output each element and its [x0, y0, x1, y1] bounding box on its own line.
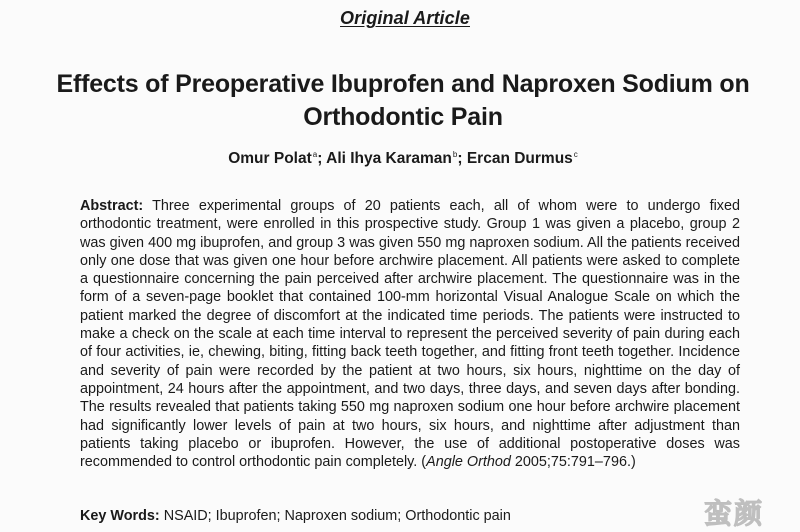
author-list — [0, 150, 800, 168]
author-separator: ; — [317, 150, 327, 167]
author-name: Ercan Durmus — [466, 150, 573, 167]
author-name: Ali Ihya Karaman — [326, 150, 452, 167]
abstract-paragraph — [80, 197, 740, 471]
author-separator: ; — [457, 150, 467, 167]
keywords-text: NSAID; Ibuprofen; Naproxen sodium; Orthodontic pain — [159, 508, 511, 524]
abstract-label: Abstract: — [80, 198, 144, 214]
paper-title: Effects of Preoperative Ibuprofen and Naproxen Sodium on Orthodontic Pain — [56, 70, 750, 131]
author-affiliation: b — [452, 150, 458, 159]
article-type-heading: Original Article — [340, 8, 470, 28]
author-affiliation: a — [312, 150, 318, 159]
watermark-logo: 蛮颜 — [704, 497, 765, 530]
author-affiliation: c — [573, 150, 578, 159]
author-name: Omur Polat — [228, 150, 312, 167]
citation-journal: Angle Orthod — [426, 454, 511, 471]
abstract-text: Three experimental groups of 20 patients each, all of whom were to undergo fixed orthodontic treatment, were enrolled in this prospective study. Group 1 was given a placebo, group 2 was given 400 mg ibuprofen, and group 3 was given 550 mg naproxen sodium. All the patients received only one dose that was given one hour before archwire placement. All patients were asked to complete a questionnaire concerning the pain perceived after archwire placement. The questionnaire was in the form of a seven-page booklet that contained 100-mm horizontal Visual Analogue Scale on which the patient marked the degree of discomfort at the indicated time periods. The patients were instructed to make a check on the scale at each time interval to represent the perceived severity of pain during each of four activities, ie, chewing, biting, fitting back teeth together, and fitting front teeth together. Incidence and severity of pain were recorded by the patient at two hours, six hours, nighttime on the day of appointment, 24 hours after the appointment, and two days, three days, and seven days after bonding. The results revealed that patients taking 550 mg naproxen sodium one hour before archwire placement had significantly lower levels of pain at two hours, six hours, and nighttime after adjustment than patients taking placebo or ibuprofen. However, the use of additional postoperative doses was recommended to control orthodontic pain completely. ( — [80, 198, 740, 471]
citation-details: 2005;75:791–796.) — [510, 454, 636, 471]
keywords-label: Key Words: — [80, 508, 160, 524]
keywords-line — [80, 508, 740, 524]
